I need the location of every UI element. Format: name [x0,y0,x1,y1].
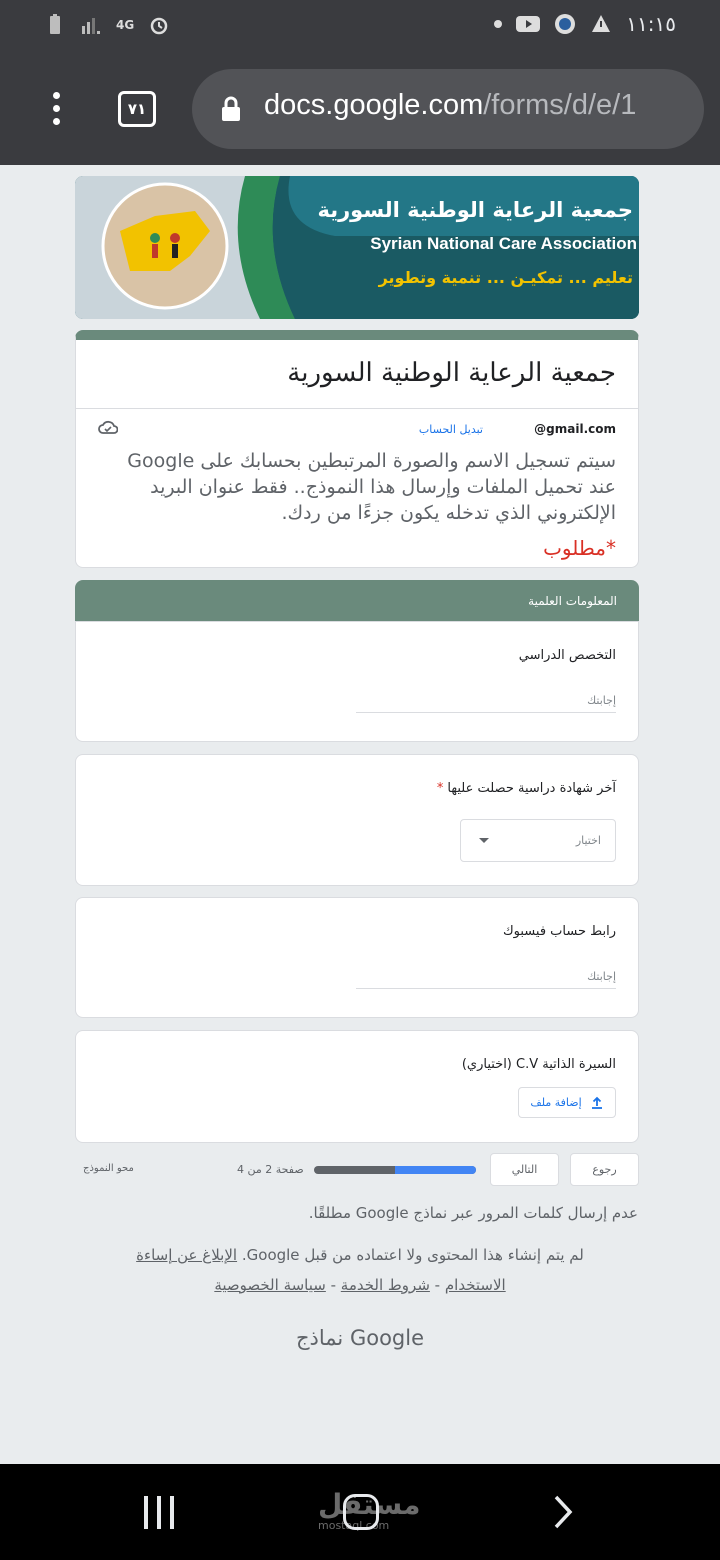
page-indicator: صفحة 2 من 4 [237,1163,304,1176]
question-label: رابط حساب فيسبوك [502,924,616,939]
clear-form-button[interactable]: محو النموذج [83,1163,134,1174]
header-banner-image [75,176,639,319]
add-file-button[interactable] [518,1087,616,1118]
address-bar[interactable] [192,69,704,149]
browser-top-bar [0,0,720,165]
network-type: 4G [116,18,135,32]
clock: ١١:١٥ [626,12,676,36]
next-button[interactable]: التالي [490,1153,559,1186]
banner-arabic-name: جمعية الرعاية الوطنية السورية [317,198,633,222]
progress-bar [314,1166,476,1174]
footer-disclaimer: لم يتم إنشاء هذا المحتوى ولا اعتماده من قبل Google. الإبلاغ عن إساءة الاستخدام - شروط الخدمة - سياسة الخصوصية [136,1246,584,1294]
back-button[interactable]: رجوع [570,1153,639,1186]
form-title: جمعية الرعاية الوطنية السورية [287,358,616,388]
facebook-input[interactable]: إجابتك [356,970,616,989]
upload-icon [590,1096,604,1110]
specialization-input[interactable]: إجابتك [356,694,616,713]
alarm-icon [148,14,170,36]
warning-icon [590,13,612,35]
section-header [75,580,639,622]
android-navigation-bar [0,1464,720,1560]
question-label: التخصص الدراسي [518,648,616,663]
battery-icon [44,14,66,36]
back-chevron-icon[interactable] [548,1494,578,1530]
notification-dot-icon [494,20,502,28]
question-last-certificate [75,754,639,886]
question-facebook [75,897,639,1018]
password-warning: عدم إرسال كلمات المرور عبر نماذج Google مطلقًا. [308,1204,638,1222]
divider [76,408,638,409]
account-email: @gmail.com [534,422,616,436]
question-label: السيرة الذاتية C.V (اختياري) [461,1057,616,1072]
report-abuse-link[interactable]: الإبلاغ عن إساءة الاستخدام [136,1246,506,1294]
home-icon[interactable] [343,1494,379,1530]
question-specialization [75,621,639,742]
question-cv [75,1030,639,1143]
switch-account-link[interactable]: تبديل الحساب [418,423,483,436]
form-navigation [75,1153,639,1187]
url-domain: docs.google.com [264,89,484,121]
terms-link[interactable]: شروط الخدمة [340,1276,430,1294]
required-note: *مطلوب [543,536,616,560]
status-bar [0,0,720,56]
banner-english-name: Syrian National Care Association [370,234,637,253]
browser-menu-icon[interactable] [46,92,66,128]
dropdown-placeholder: اختيار [575,834,601,847]
signal-icon [80,14,102,36]
lock-icon [220,96,242,122]
dropdown-arrow-icon [479,838,489,843]
watermark-sub: mostaql.com [318,1519,390,1532]
privacy-link[interactable]: سياسة الخصوصية [214,1276,326,1294]
section-title: المعلومات العلمية [528,594,617,608]
cloud-saved-icon [98,420,118,436]
question-label-text: آخر شهادة دراسية حصلت عليها [447,781,616,796]
certificate-dropdown[interactable] [460,819,616,862]
account-notice: سيتم تسجيل الاسم والصورة المرتبطين بحسابك على Google عند تحميل الملفات وإرسال هذا النموذج.. فقط عنوان البريد الإلكتروني الذي تدخله يكون جزءًا من ردك. [127,450,616,524]
youtube-icon [516,13,540,35]
disclaimer-text: لم يتم إنشاء هذا المحتوى ولا اعتماده من قبل Google. [241,1246,584,1264]
progress-fill [395,1166,476,1174]
tab-switcher-button[interactable]: ٧١ [118,91,156,127]
recent-apps-icon[interactable] [144,1496,174,1529]
watermark-main: مستقل [318,1488,421,1521]
add-file-label: إضافة ملف [530,1096,582,1109]
url-path: /forms/d/e/1 [483,89,637,121]
question-label [437,781,616,796]
banner-slogan: تعليم ... تمكيـن ... تنمية وتطوير [378,268,633,287]
form-title-card [75,330,639,568]
required-star: * [436,781,444,796]
app-badge-icon [554,13,576,35]
url-text [264,89,636,122]
google-forms-logo[interactable]: نماذج Google [295,1326,425,1350]
